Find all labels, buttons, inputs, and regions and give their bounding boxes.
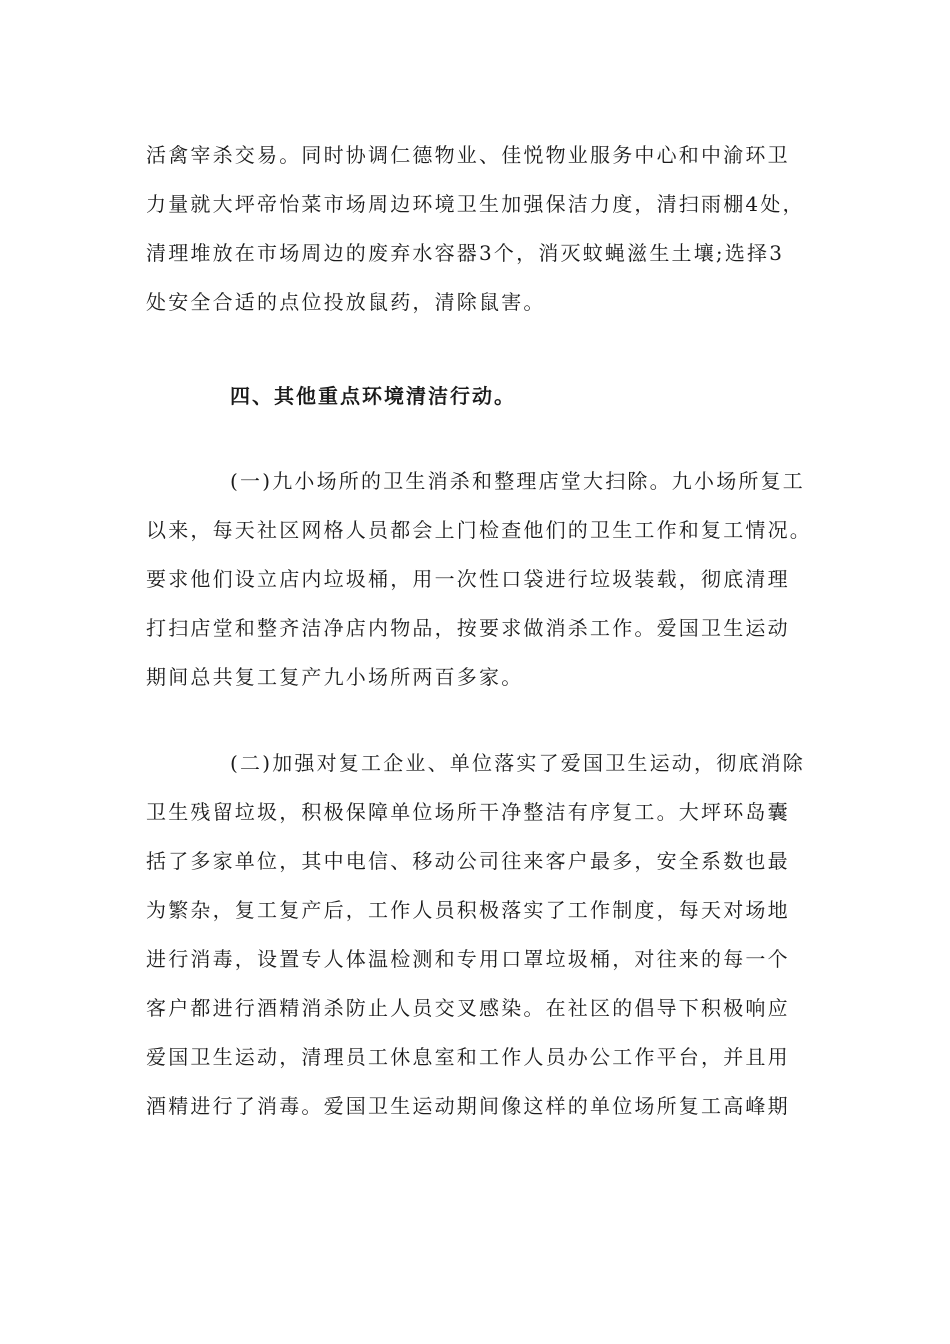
text-line: 打扫店堂和整齐洁净店内物品，按要求做消杀工作。爱国卫生运动 — [146, 616, 790, 640]
text-line: 爱国卫生运动，清理员工休息室和工作人员办公工作平台，并且用 — [146, 1045, 790, 1069]
text-line: 力量就大坪帝怡菜市场周边环境卫生加强保洁力度，清扫雨棚4处， — [146, 192, 805, 216]
text-line: 以来，每天社区网格人员都会上门检查他们的卫生工作和复工情况。 — [146, 518, 812, 542]
paragraph-continuation — [146, 131, 826, 327]
text-line: 处安全合适的点位投放鼠药，清除鼠害。 — [146, 290, 546, 314]
text-line: 进行消毒，设置专人体温检测和专用口罩垃圾桶，对往来的每一个 — [146, 947, 790, 971]
document-body — [146, 131, 826, 1131]
text-line: 客户都进行酒精消杀防止人员交叉感染。在社区的倡导下积极响应 — [146, 996, 790, 1020]
text-line: 括了多家单位，其中电信、移动公司往来客户最多，安全系数也最 — [146, 849, 790, 873]
text-line: 为繁杂，复工复产后，工作人员积极落实了工作制度，每天对场地 — [146, 898, 790, 922]
paragraph-enterprises — [146, 739, 826, 1131]
text-line: (二)加强对复工企业、单位落实了爱国卫生运动，彻底消除 — [230, 751, 806, 775]
paragraph-nine-small-venues — [146, 457, 826, 702]
text-line: 酒精进行了消毒。爱国卫生运动期间像这样的单位场所复工高峰期 — [146, 1094, 790, 1118]
text-line: 要求他们设立店内垃圾桶，用一次性口袋进行垃圾装载，彻底清理 — [146, 567, 790, 591]
text-line: (一)九小场所的卫生消杀和整理店堂大扫除。九小场所复工 — [230, 469, 806, 493]
text-line: 活禽宰杀交易。同时协调仁德物业、佳悦物业服务中心和中渝环卫 — [146, 143, 790, 167]
text-line: 卫生残留垃圾，积极保障单位场所干净整洁有序复工。大坪环岛囊 — [146, 800, 790, 824]
text-line: 期间总共复工复产九小场所两百多家。 — [146, 665, 524, 689]
text-line: 清理堆放在市场周边的废弃水容器3个，消灭蚊蝇滋生土壤;选择3 — [146, 241, 785, 265]
section-heading: 四、其他重点环境清洁行动。 — [230, 384, 516, 408]
